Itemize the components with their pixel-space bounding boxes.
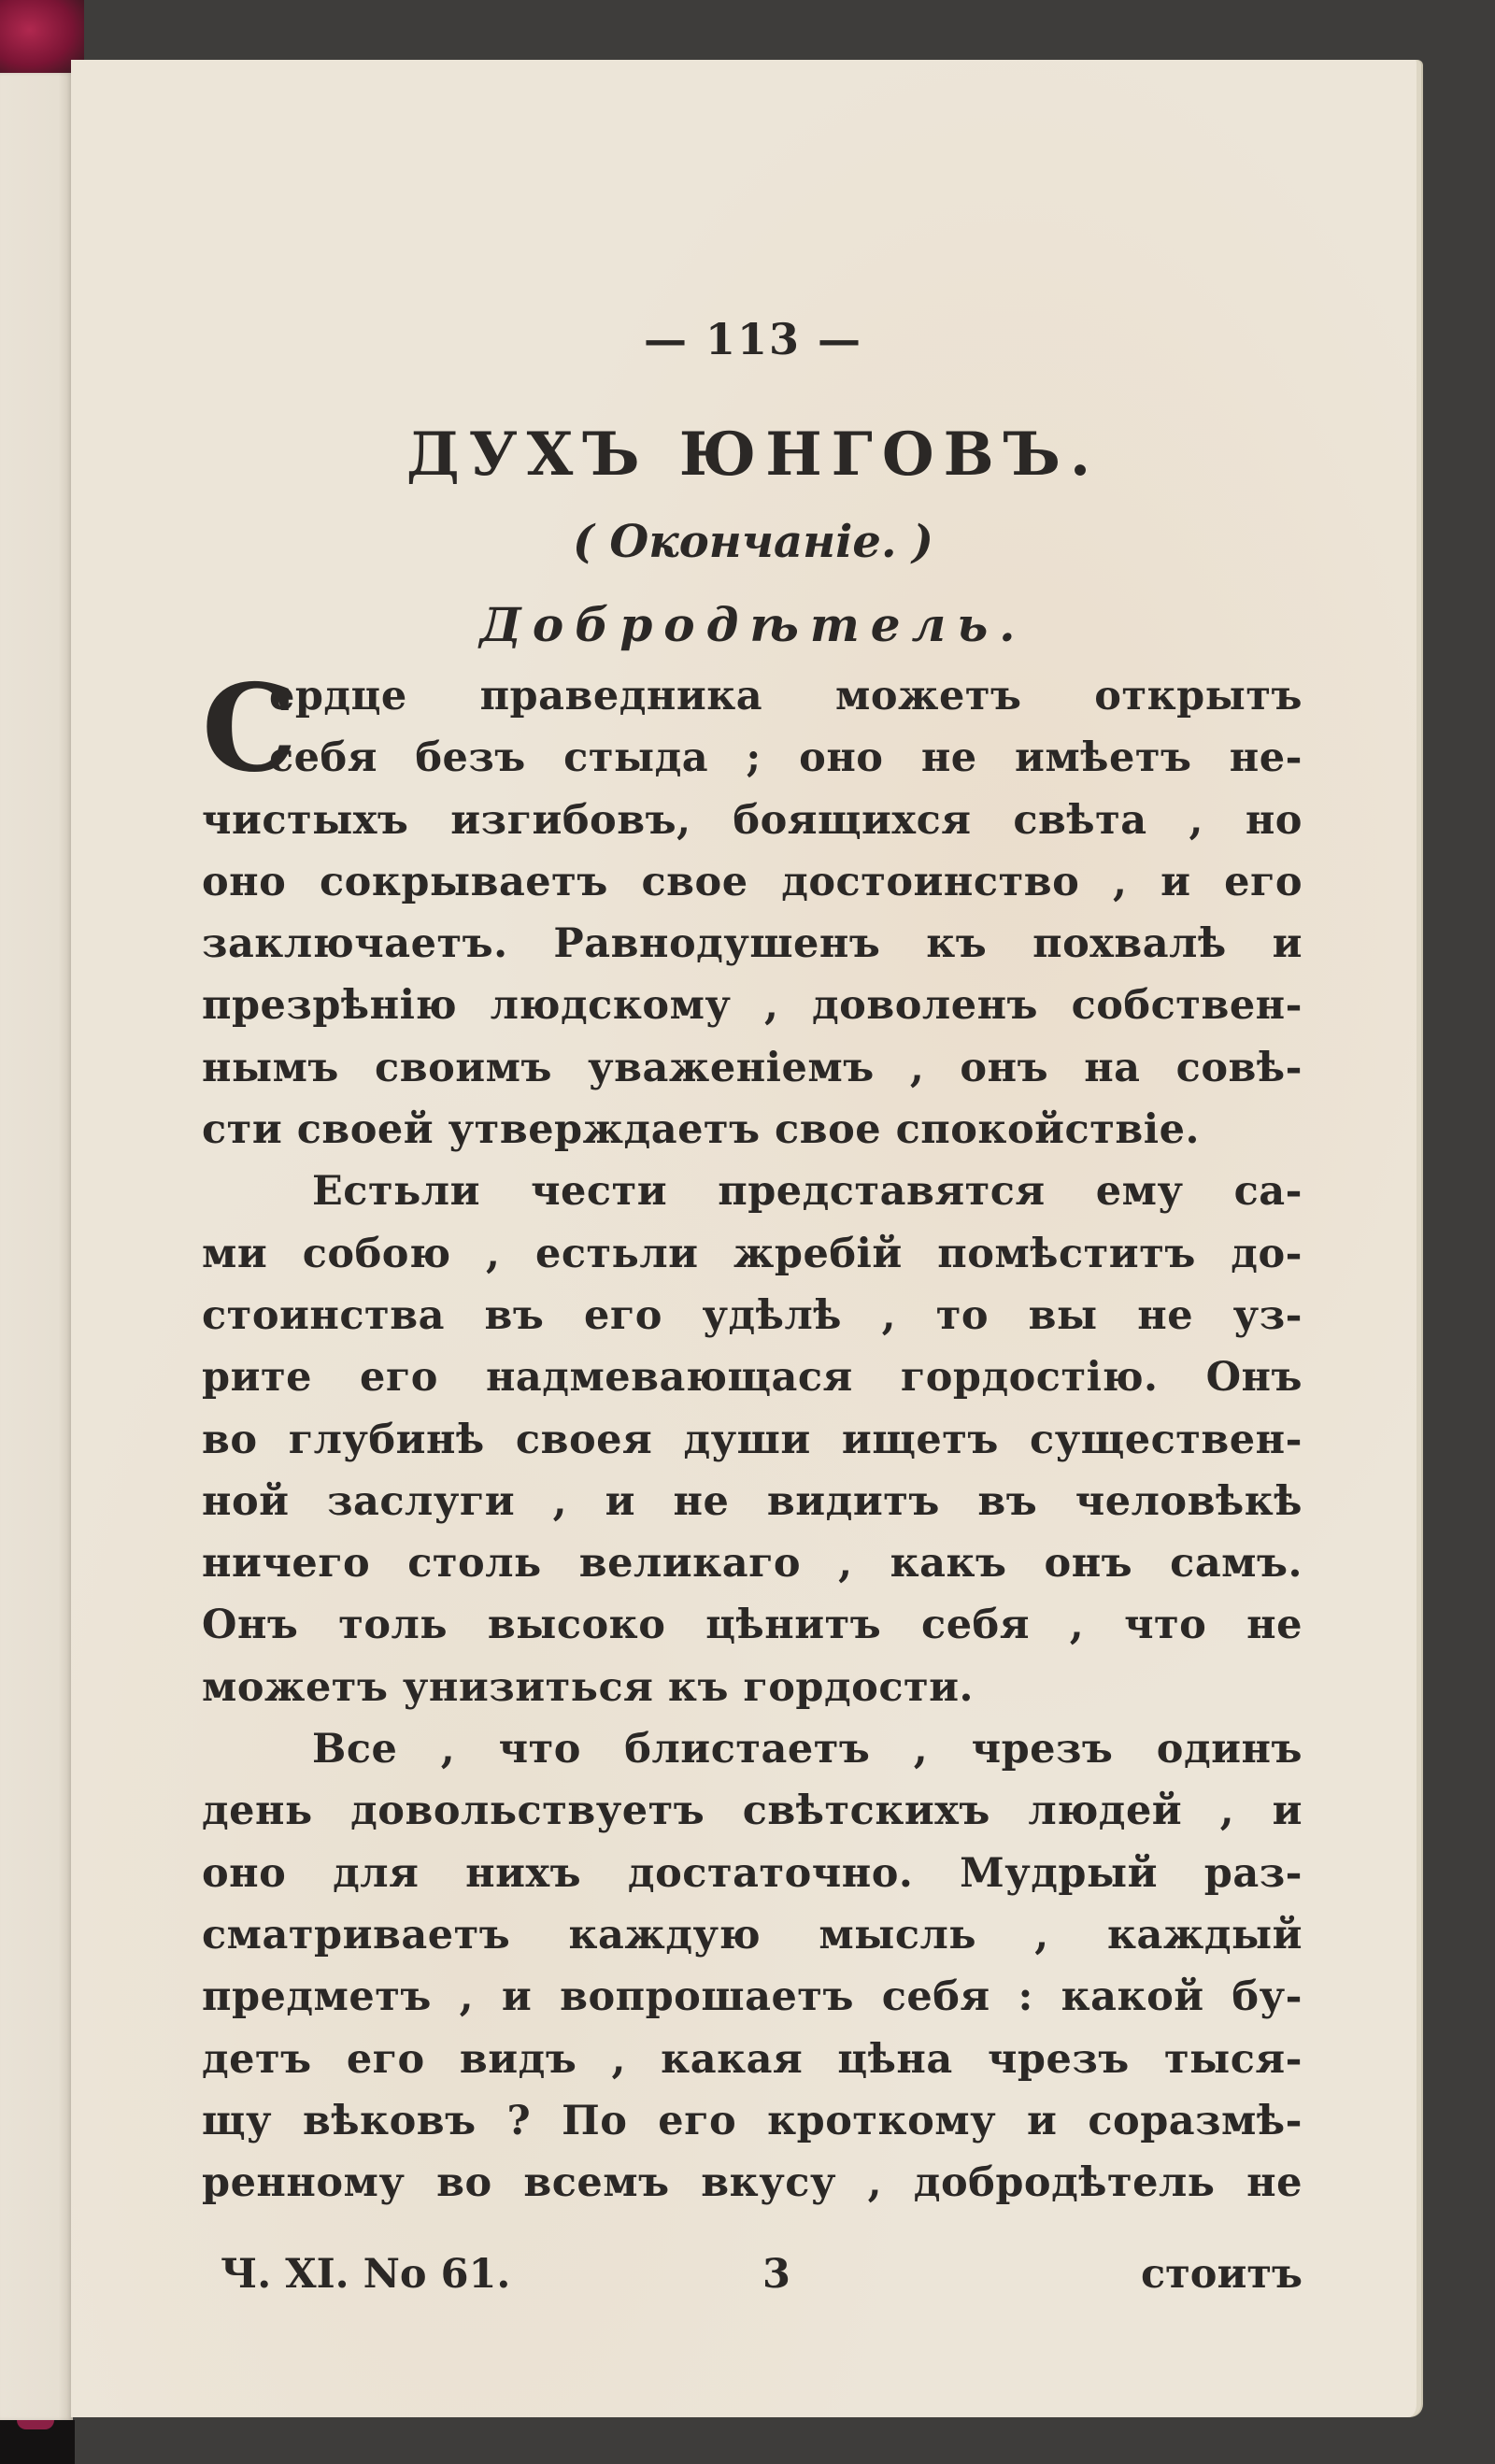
book-page xyxy=(71,60,1421,2417)
text-line: детъ его видъ , какая цѣна чрезъ тыся- xyxy=(202,2035,1303,2083)
page-number: — 113 — xyxy=(643,314,863,364)
text-line: сти своей утверждаетъ свое спокойствіе. xyxy=(202,1106,1200,1154)
page-footer xyxy=(202,2246,1303,2302)
text-line: себя безъ стыда ; оно не имѣетъ не- xyxy=(269,734,1303,782)
text-line: Естьли чести представятся ему са- xyxy=(312,1168,1303,1216)
text-line: ничего столь великаго , какъ онъ самъ. xyxy=(202,1540,1303,1588)
text-line: Все , что блистаетъ , чрезъ одинъ xyxy=(312,1726,1303,1773)
text-line: презрѣнію людскому , доволенъ собствен- xyxy=(202,982,1303,1030)
text-line: заключаетъ. Равнодушенъ къ похвалѣ и xyxy=(202,920,1303,968)
section-heading: Добродѣтель. xyxy=(479,597,1027,652)
body-text xyxy=(202,659,1303,2214)
text-line: оно для нихъ достаточно. Мудрый раз- xyxy=(202,1849,1303,1897)
text-line: стоинства въ его удѣлѣ , то вы не уз- xyxy=(202,1291,1303,1339)
drop-cap: С xyxy=(202,659,297,799)
text-line: можетъ унизиться къ гордости. xyxy=(202,1663,975,1711)
text-line: ердце праведника можетъ открытъ xyxy=(269,673,1303,719)
text-line: ной заслуги , и не видитъ въ человѣкѣ xyxy=(202,1477,1303,1525)
article-subtitle: ( Окончаніе. ) xyxy=(572,516,934,568)
text-line: щу вѣковъ ? По его кроткому и соразмѣ- xyxy=(202,2097,1303,2144)
text-line: ми собою , естьли жребій помѣститъ до- xyxy=(202,1230,1303,1277)
paragraph-3 xyxy=(202,1718,1303,2214)
text-line: сматриваетъ каждую мысль , каждый xyxy=(202,1911,1303,1958)
text-line: Онъ толь высоко цѣнитъ себя , что не xyxy=(202,1602,1303,1649)
text-line: оно сокрываетъ свое достоинство , и его xyxy=(202,858,1303,905)
text-line: рите его надмевающася гордостію. Онъ xyxy=(202,1354,1303,1402)
book-binding-bottom xyxy=(0,2420,75,2464)
text-line: чистыхъ изгибовъ, боящихся свѣта , но xyxy=(202,796,1303,844)
signature-mark: Ч. XI. No 61. xyxy=(221,2251,511,2298)
paragraph-1 xyxy=(202,659,1303,1161)
article-title: ДУХЪ ЮНГОВЪ. xyxy=(406,420,1101,490)
paragraph-2 xyxy=(202,1161,1303,1718)
text-line: во глубинѣ своея души ищетъ существен- xyxy=(202,1416,1303,1463)
text-line: ренному во всемъ вкусу , добродѣтель не xyxy=(202,2159,1303,2207)
text-line: предметъ , и вопрошаетъ себя : какой бу- xyxy=(202,1973,1303,2021)
catchword: стоитъ xyxy=(1140,2251,1303,2298)
text-line: день довольствуетъ свѣтскихъ людей , и xyxy=(202,1787,1303,1835)
previous-page-edge xyxy=(0,73,73,2420)
text-line: нымъ своимъ уваженіемъ , онъ на совѣ- xyxy=(202,1044,1303,1091)
gathering-mark: 3 xyxy=(762,2251,790,2298)
